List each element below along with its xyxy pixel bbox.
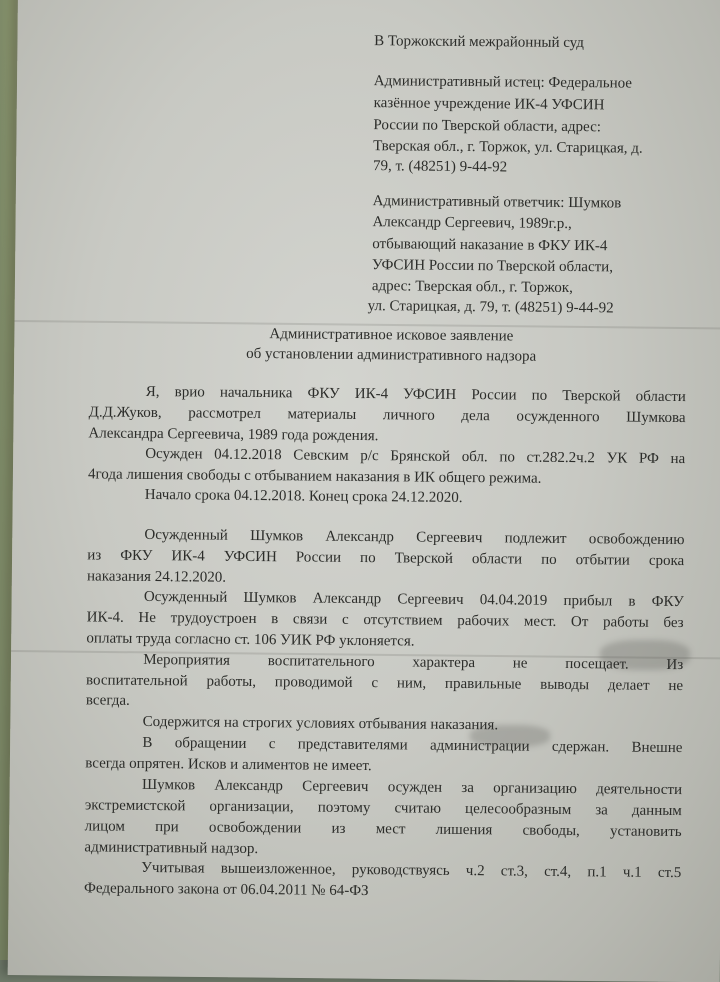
plaintiff-line: Административный истец: Федеральное — [373, 73, 633, 92]
body-line: Осужден 04.12.2018 Севским р/с Брянской обл. по ст.282.2ч.2 УК РФ на — [145, 445, 686, 468]
addressee-court: В Торжокский межрайонный суд — [374, 33, 584, 52]
body-line: 4года лишения свободы с отбыванием наказания в ИК общего режима. — [87, 466, 542, 487]
body-line: ИК-4. Не трудоустроен в связи с отсутствием рабочих мест. От работы без — [86, 609, 684, 632]
body-line: Содержится на строгих условиях отбывания наказания. — [142, 713, 499, 734]
plaintiff-line: России по Тверской области, адрес: — [373, 117, 602, 136]
plaintiff-line: казённое учреждение ИК-4 УФСИН — [373, 95, 605, 114]
body-line: всегда. — [85, 692, 130, 709]
document-subtitle: об установлении административного надзора — [246, 345, 537, 365]
defendant-line: адрес: Тверская обл., г. Торжок, — [371, 278, 573, 297]
defendant-line: отбывающий наказание в ФКУ ИК-4 — [372, 236, 608, 255]
body-line: Я, врио начальника ФКУ ИК-4 УФСИН России по Тверской области — [145, 383, 686, 406]
plaintiff-line: 79, т. (48251) 9-44-92 — [372, 158, 508, 176]
body-line: Федерального закона от 06.04.2011 № 64-ФЗ — [83, 880, 369, 900]
body-line: оплаты труда согласно ст. 106 УИК РФ уклоняется. — [86, 630, 415, 650]
body-line: Начало срока 04.12.2018. Конец срока 24.12.2020. — [144, 486, 463, 506]
body-line: Александра Сергеевича, 1989 года рождения. — [88, 425, 379, 445]
defendant-line: Александр Сергеевич, 1989г.р., — [372, 214, 572, 233]
body-line: Учитывая вышеизложенное, руководствуясь ч.2 ст.3, ст.4, п.1 ч.1 ст.5 — [141, 859, 682, 882]
body-line: Мероприятия воспитательного характера не посещает. Из — [143, 651, 684, 674]
body-line: Осужденный Шумков Александр Сергеевич подлежит освобождению — [144, 526, 685, 549]
defendant-line: ул. Старицкая, д. 79, т. (48251) 9-44-92 — [367, 298, 614, 317]
body-line: наказания 24.12.2020. — [86, 568, 227, 586]
body-line: лицом при освобождении из мест лишения свободы, установить — [84, 818, 682, 841]
body-line: Осужденный Шумков Александр Сергеевич 04.04.2019 прибыл в ФКУ — [143, 588, 684, 611]
body-line: В обращении с представителями администрации сдержан. Внешне — [142, 734, 683, 757]
body-line: Д.Д.Жуков, рассмотрел материалы личного дела осужденного Шумкова — [88, 404, 686, 427]
body-line: экстремистской организации, поэтому считаю целесообразным за данным — [84, 797, 682, 820]
document-title: Административное исковое заявление — [269, 326, 514, 345]
body-line: Шумков Александр Сергеевич осужден за организацию деятельности — [141, 776, 683, 799]
body-line: из ФКУ ИК-4 УФСИН России по Тверской области по отбытии срока — [87, 547, 685, 570]
defendant-line: Административный ответчик: Шумков — [372, 193, 622, 212]
body-line: административный надзор. — [84, 839, 259, 858]
body-line: всегда опрятен. Исков и алиментов не имеет. — [85, 755, 372, 775]
plaintiff-line: Тверская обл., г. Торжок, ул. Старицкая, д. — [373, 138, 643, 157]
defendant-line: УФСИН России по Тверской области, — [371, 257, 614, 276]
body-line: воспитательной работы, проводимой с ним, правильные выводы делает не — [85, 672, 684, 695]
